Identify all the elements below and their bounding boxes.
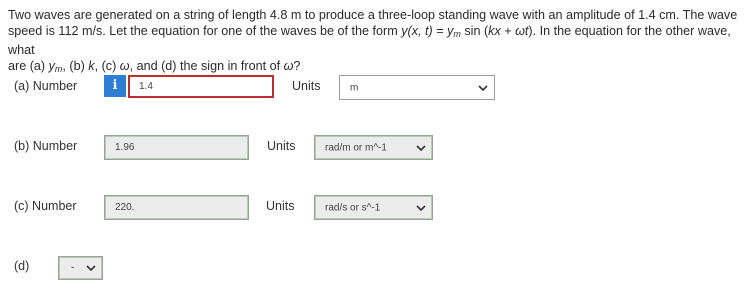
question-line-2-end: . In the equation for the other wave, what (8, 24, 731, 57)
question-line-3-mid: , (b) (62, 59, 89, 73)
formula-sin: sin ( (460, 24, 489, 38)
formula-kx: kx (488, 24, 501, 38)
part-a-units-value: m (350, 82, 359, 93)
part-a-units-select[interactable] (339, 75, 495, 100)
chevron-down-icon (478, 85, 488, 91)
question-mark: ? (293, 59, 301, 73)
part-b-label: (b) Number (14, 139, 78, 153)
part-c-number-input[interactable] (104, 195, 249, 220)
part-a-units-label: Units (292, 79, 321, 93)
question-line-3-end: , and (d) the sign in front of (129, 59, 284, 73)
part-c-label: (c) Number (14, 199, 77, 213)
formula-omega-t: ωt (515, 24, 529, 38)
part-d-sign-value: - (71, 262, 75, 274)
part-a-number-input[interactable] (128, 75, 274, 98)
part-b-number-input[interactable] (104, 135, 249, 160)
formula-close: ) (528, 24, 533, 38)
chevron-down-icon (86, 265, 96, 271)
formula-sub-m: m (453, 29, 461, 39)
part-b-units-select[interactable] (314, 135, 433, 160)
part-c-units-label: Units (266, 199, 295, 213)
part-c-units-select[interactable] (314, 195, 433, 220)
formula-y: y (447, 24, 454, 38)
question-k: k (88, 59, 95, 73)
info-icon[interactable]: i (104, 75, 126, 97)
chevron-down-icon (416, 145, 426, 151)
part-c-units-value: rad/s or s^-1 (325, 202, 381, 213)
question-line-1: Two waves are generated on a string of length 4.8 m to produce a three-loop standing wave with an amplitude of 1.4 cm. The wave (8, 8, 738, 22)
question-line-2-start: speed is 112 m/s. Let the equation for one of the waves be of the form (8, 24, 402, 38)
question-text (8, 7, 746, 77)
part-d-label: (d) (14, 259, 30, 273)
part-b-units-value: rad/m or m^-1 (325, 142, 387, 153)
question-omega-2: ω (283, 59, 294, 73)
part-d-sign-select[interactable] (58, 256, 103, 280)
question-line-3-start: are (a) (8, 59, 49, 73)
question-ym: y (48, 59, 55, 73)
part-a-label: (a) Number (14, 79, 78, 93)
chevron-down-icon (416, 205, 426, 211)
question-line-3-c: , (c) (94, 59, 120, 73)
question-ym-sub: m (54, 64, 63, 74)
part-b-units-label: Units (267, 139, 296, 153)
formula-plus: + (500, 24, 516, 38)
formula-y-x-t: y(x, t) (401, 24, 433, 38)
formula-equals: = (432, 24, 448, 38)
question-omega: ω (119, 59, 130, 73)
